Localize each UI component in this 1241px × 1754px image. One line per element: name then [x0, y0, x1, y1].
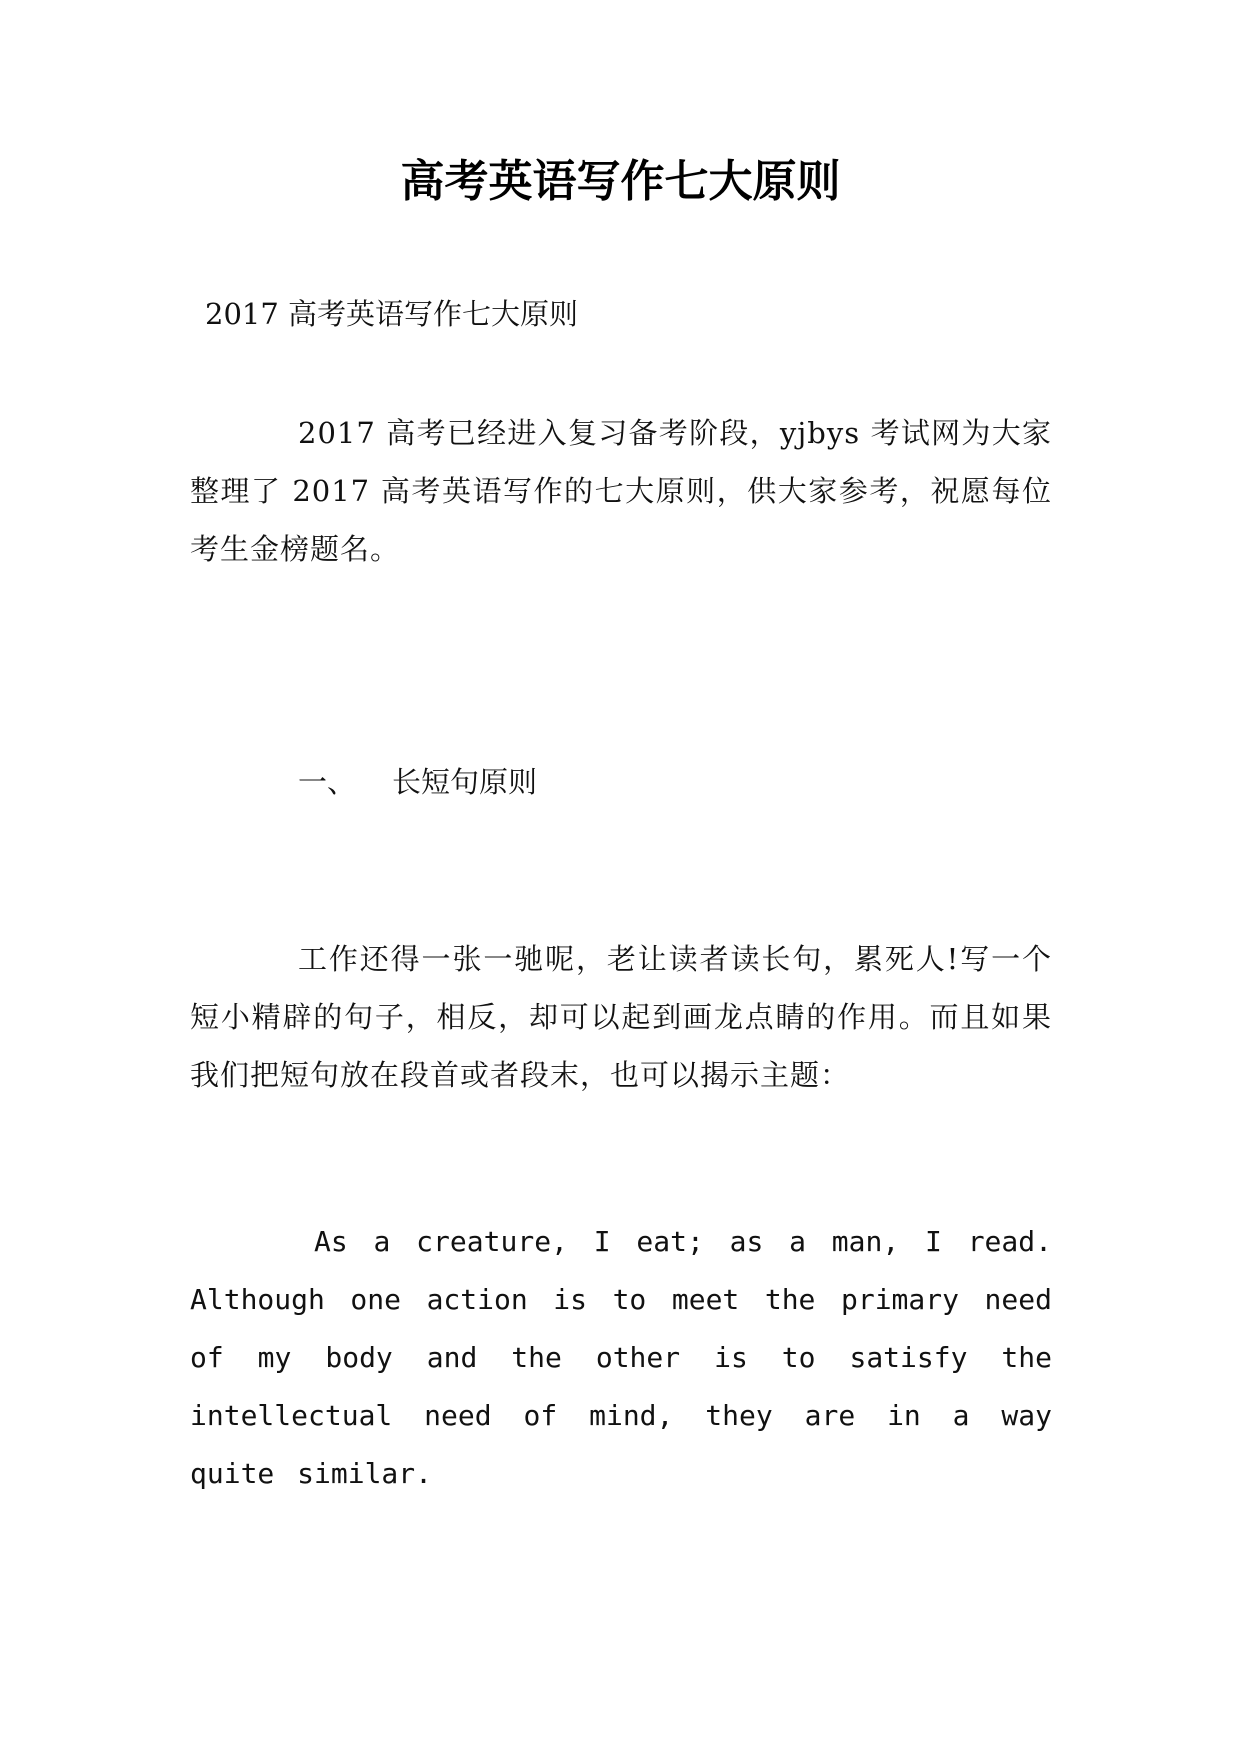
document-title: 高考英语写作七大原则 — [400, 156, 841, 207]
intro-paragraph: 2017 高考已经进入复习备考阶段，yjbys 考试网为大家整理了 2017 高考英语写作的七大原则，供大家参考，祝愿每位考生金榜题名。 — [190, 416, 1052, 566]
section-number: 一、 — [298, 765, 357, 799]
section-1-paragraph: 工作还得一张一驰呢，老让读者读长句，累死人!写一个短小精辟的句子，相反，却可以起到画龙点睛的作用。而且如果我们把短句放在段首或者段末，也可以揭示主题： — [190, 942, 1052, 1092]
section-heading-1 — [298, 760, 537, 804]
document-subtitle: 2017 高考英语写作七大原则 — [205, 297, 579, 331]
section-heading-text: 长短句原则 — [392, 765, 538, 799]
english-example-paragraph: As a creature, I eat; as a man, I read. Although one action is to meet the primary need of my body and the other is to satisfy the intellectual need of mind, they are in a way quite similar. — [190, 1225, 1052, 1490]
